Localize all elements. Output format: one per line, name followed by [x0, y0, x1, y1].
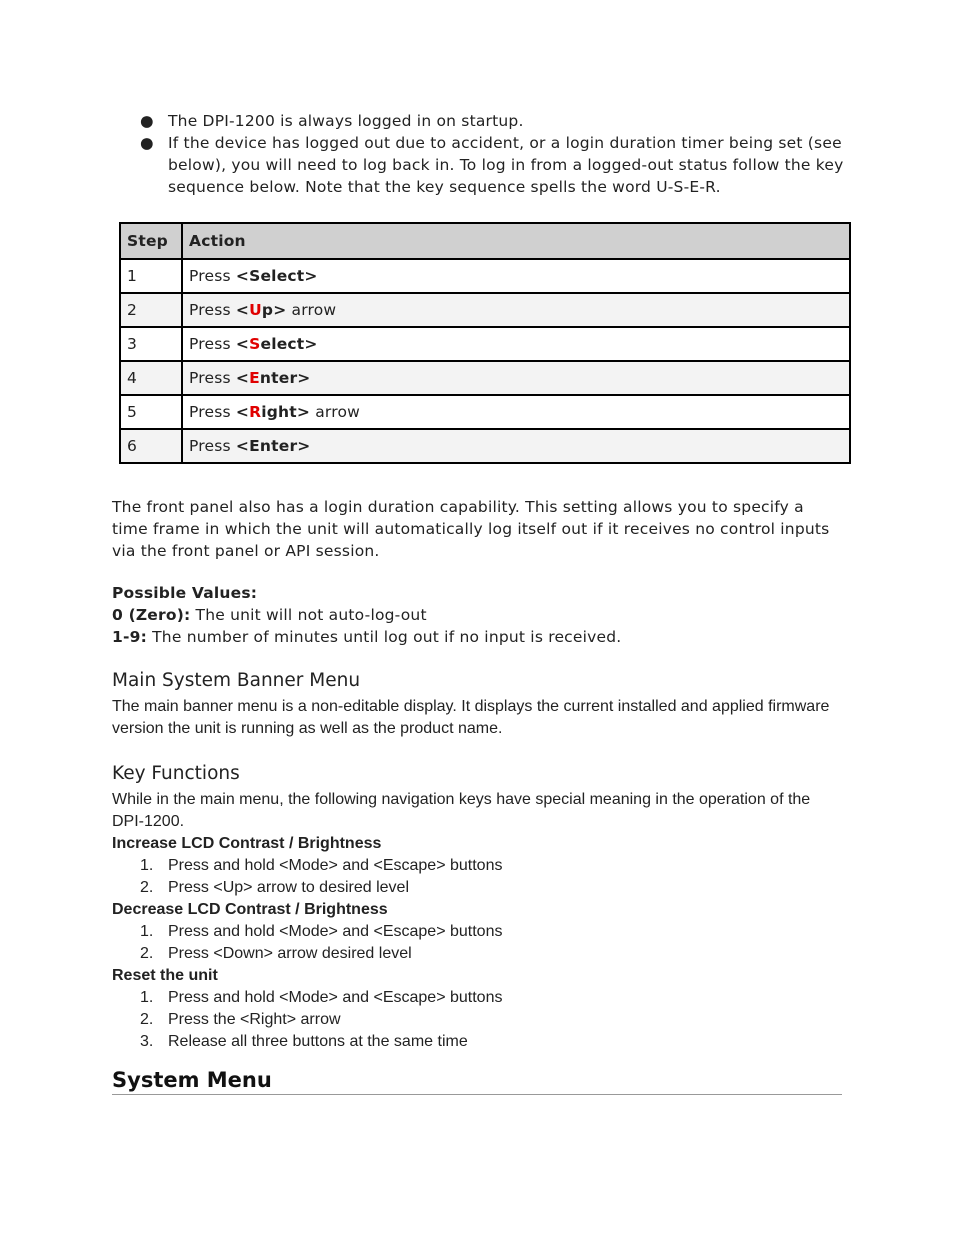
bullet-icon: ● [140, 134, 154, 152]
decrease-contrast-steps [112, 921, 844, 965]
list-item: 2. Press <Up> arrow to desired level [140, 879, 409, 896]
possible-values-title: Possible Values: [112, 584, 258, 602]
header-action: Action [182, 223, 850, 259]
header-step: Step [120, 223, 182, 259]
step-action: Press <Enter> [182, 429, 850, 463]
login-notes-list [112, 110, 844, 198]
step-action: Press <Right> arrow [182, 395, 850, 429]
list-item: ● The DPI-1200 is always logged in on startup. [140, 112, 524, 130]
list-item: 1. Press and hold <Mode> and <Escape> buttons [140, 857, 503, 874]
table-row [120, 395, 850, 429]
key-functions-heading: Key Functions [112, 763, 240, 784]
table-row [120, 361, 850, 395]
step-action: Press <Enter> [182, 361, 850, 395]
step-action: Press <Up> arrow [182, 293, 850, 327]
table-row [120, 293, 850, 327]
table-row [120, 259, 850, 293]
reset-unit-title: Reset the unit [112, 967, 218, 984]
banner-menu-heading: Main System Banner Menu [112, 670, 361, 691]
step-number: 1 [120, 259, 182, 293]
banner-menu-text: The main banner menu is a non-editable display. It displays the current installed and applied firmware version the unit is running as well as the product name. [112, 698, 830, 737]
step-number: 5 [120, 395, 182, 429]
reset-unit-steps [112, 987, 844, 1053]
bullet-icon: ● [140, 112, 154, 130]
table-row [120, 429, 850, 463]
possible-values [112, 582, 844, 648]
step-number: 4 [120, 361, 182, 395]
table-header-row [120, 223, 850, 259]
list-item: 2. Press <Down> arrow desired level [140, 945, 412, 962]
step-number: 3 [120, 327, 182, 361]
list-item: 2. Press the <Right> arrow [140, 1011, 341, 1028]
key-sequence-table [119, 222, 851, 464]
table-row [120, 327, 850, 361]
key-functions-intro: While in the main menu, the following navigation keys have special meaning in the operation of the DPI-1200. [112, 791, 811, 830]
increase-contrast-steps [112, 855, 844, 899]
value-zero: 0 (Zero): The unit will not auto-log-out [112, 606, 427, 624]
step-action: Press <Select> [182, 259, 850, 293]
value-range: 1-9: The number of minutes until log out if no input is received. [112, 628, 622, 646]
list-item: 1. Press and hold <Mode> and <Escape> buttons [140, 923, 503, 940]
step-number: 2 [120, 293, 182, 327]
list-item: ● If the device has logged out due to accident, or a login duration timer being set (see below), you will need to log back in. To log in from a logged-out status follow the key sequence below. Note that the key sequence spells the word U-S-E-R. [140, 134, 844, 196]
step-action: Press <Select> [182, 327, 850, 361]
decrease-contrast-title: Decrease LCD Contrast / Brightness [112, 901, 388, 918]
step-number: 6 [120, 429, 182, 463]
increase-contrast-title: Increase LCD Contrast / Brightness [112, 835, 382, 852]
login-duration-paragraph: The front panel also has a login duration capability. This setting allows you to specify a time frame in which the unit will automatically log itself out if it receives no control inputs via the front panel or API session. [112, 498, 830, 560]
list-item: 1. Press and hold <Mode> and <Escape> buttons [140, 989, 503, 1006]
list-item: 3. Release all three buttons at the same time [140, 1033, 468, 1050]
system-menu-heading: System Menu [112, 1068, 842, 1095]
